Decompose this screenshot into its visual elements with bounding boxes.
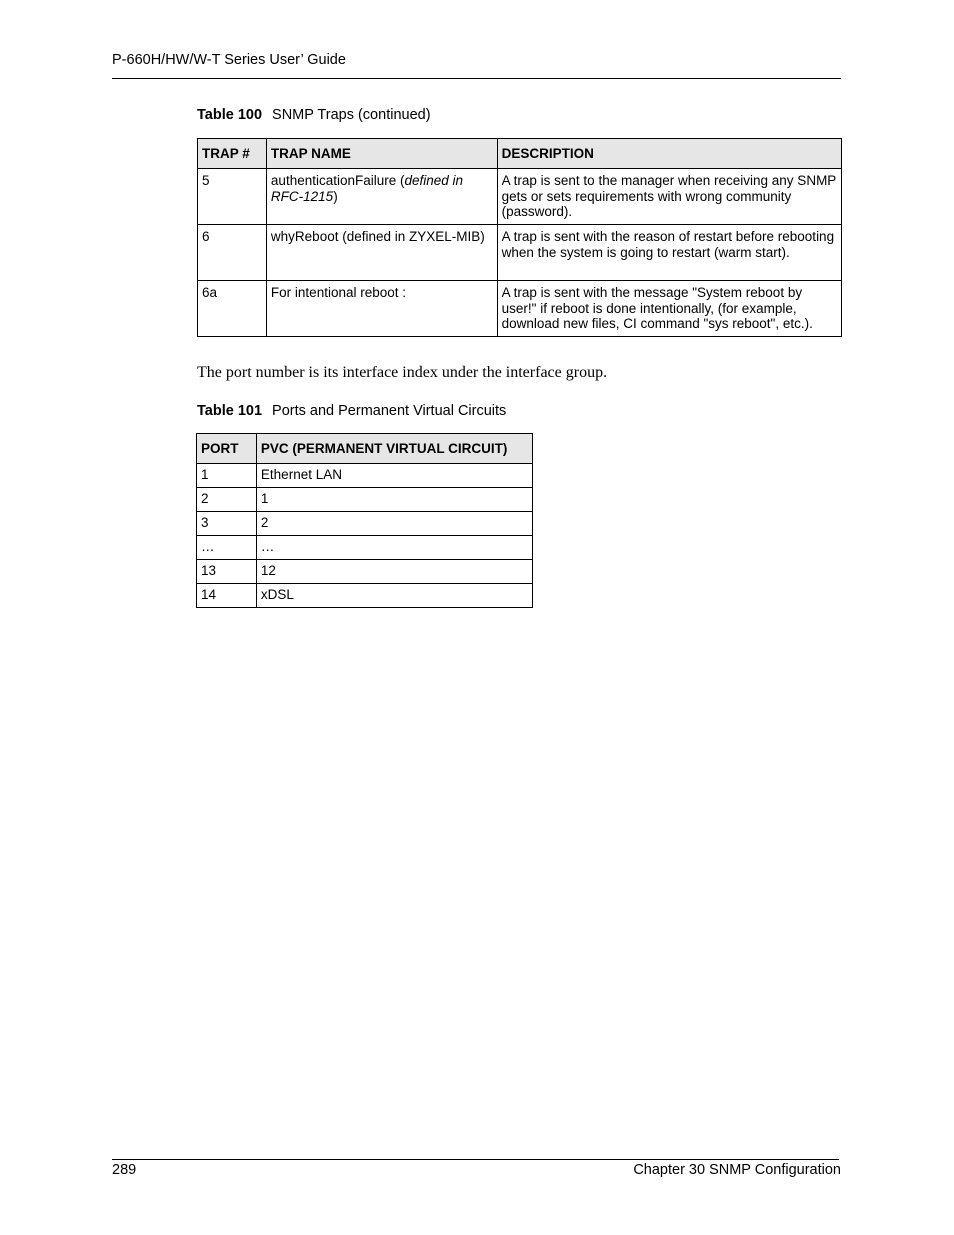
trap-number-cell: 5 bbox=[198, 169, 267, 225]
trap-name-cell bbox=[266, 169, 497, 225]
table-row bbox=[198, 281, 842, 337]
port-cell: … bbox=[197, 536, 257, 560]
trap-number-cell: 6 bbox=[198, 225, 267, 281]
trap-number-cell: 6a bbox=[198, 281, 267, 337]
ports-pvc-table bbox=[196, 433, 533, 608]
trap-name-suffix: ) bbox=[333, 188, 338, 204]
column-header-trap-number: TRAP # bbox=[198, 139, 267, 169]
port-cell: 2 bbox=[197, 488, 257, 512]
snmp-traps-table bbox=[197, 138, 842, 337]
table-row bbox=[197, 584, 533, 608]
table-100-caption bbox=[197, 107, 431, 123]
table-100-caption-text: SNMP Traps (continued) bbox=[272, 107, 431, 123]
table-row bbox=[197, 464, 533, 488]
table-row bbox=[197, 536, 533, 560]
table-101-caption bbox=[197, 403, 506, 419]
running-header-title: P-660H/HW/W-T Series User’ Guide bbox=[112, 52, 346, 68]
table-header-row bbox=[197, 434, 533, 464]
column-header-pvc: PVC (PERMANENT VIRTUAL CIRCUIT) bbox=[256, 434, 532, 464]
trap-description-cell: A trap is sent with the message "System reboot by user!" if reboot is done intentionally, (for example, download new files, CI command "sys reboot", etc.). bbox=[497, 281, 841, 337]
table-header-row bbox=[198, 139, 842, 169]
chapter-title: Chapter 30 SNMP Configuration bbox=[633, 1162, 841, 1178]
pvc-cell: 12 bbox=[256, 560, 532, 584]
column-header-description: DESCRIPTION bbox=[497, 139, 841, 169]
trap-name-text: authenticationFailure ( bbox=[270, 173, 405, 188]
pvc-cell: 2 bbox=[256, 512, 532, 536]
port-cell: 14 bbox=[197, 584, 257, 608]
table-row bbox=[198, 169, 842, 225]
table-row bbox=[198, 225, 842, 281]
port-cell: 13 bbox=[197, 560, 257, 584]
column-header-port: PORT bbox=[197, 434, 257, 464]
trap-name-reference: defined in RFC-1215 bbox=[270, 173, 464, 204]
table-row bbox=[197, 560, 533, 584]
trap-name-cell: For intentional reboot : bbox=[266, 281, 497, 337]
table-row bbox=[197, 512, 533, 536]
pvc-cell: xDSL bbox=[256, 584, 532, 608]
trap-description-cell: A trap is sent with the reason of restart before rebooting when the system is going to restart (warm start). bbox=[497, 225, 841, 281]
body-paragraph: The port number is its interface index under the interface group. bbox=[197, 364, 608, 381]
port-cell: 1 bbox=[197, 464, 257, 488]
page-number: 289 bbox=[112, 1162, 137, 1178]
pvc-cell: 1 bbox=[256, 488, 532, 512]
pvc-cell: … bbox=[256, 536, 532, 560]
trap-name-cell: whyReboot (defined in ZYXEL-MIB) bbox=[266, 225, 497, 281]
column-header-trap-name: TRAP NAME bbox=[266, 139, 497, 169]
table-100-caption-label: Table 100 bbox=[197, 107, 263, 123]
footer-divider bbox=[112, 1159, 839, 1160]
table-row bbox=[197, 488, 533, 512]
port-cell: 3 bbox=[197, 512, 257, 536]
pvc-cell: Ethernet LAN bbox=[256, 464, 532, 488]
table-101-caption-label: Table 101 bbox=[197, 403, 263, 419]
trap-description-cell: A trap is sent to the manager when receiving any SNMP gets or sets requirements with wrong community (password). bbox=[497, 169, 841, 225]
header-divider bbox=[112, 78, 841, 79]
table-101-caption-text: Ports and Permanent Virtual Circuits bbox=[272, 403, 507, 419]
